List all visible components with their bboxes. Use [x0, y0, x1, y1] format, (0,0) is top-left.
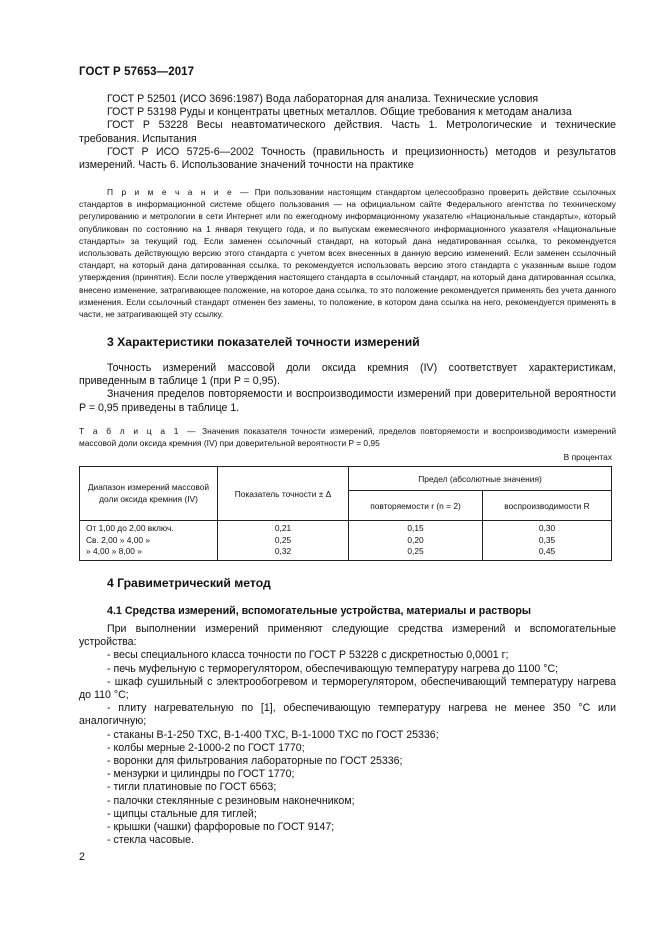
list-item: - мензурки и цилиндры по ГОСТ 1770; — [107, 768, 295, 781]
table-caption-text: Значения показателя точности измерений, пределов повторяемости и воспроизводимости измерений массовой доли оксида кремния (IV) при доверительной вероятности P = 0,95 — [79, 426, 617, 449]
note-block — [79, 186, 616, 320]
reference-item: ГОСТ Р 52501 (ИСО 3696:1987) Вода лабораторная для анализа. Технические условия — [107, 93, 539, 105]
list-item: - стекла часовые. — [107, 834, 194, 847]
section-3-title: 3 Характеристики показателей точности измерений — [107, 335, 420, 349]
range-cell: От 1,00 до 2,00 включ. Св. 2,00 » 4,00 » » 4,00 » 8,00 » — [80, 521, 218, 561]
normative-references-list — [79, 93, 616, 172]
list-item: - стаканы В-1-250 ТХС, В-1-400 ТХС, В-1-1000 ТХС по ГОСТ 25336; — [107, 728, 439, 741]
paragraph: Точность измерений массовой доли оксида кремния (IV) соответствует характеристикам, приведенным в таблице 1 (при P = 0,95). — [79, 362, 616, 388]
table-units: В процентах — [563, 452, 612, 462]
note-text: При пользовании настоящим стандартом целесообразно проверить действие ссылочных стандартов в информационной системе общего пользования — на официальном сайте Федерального агентства по техническому регулированию и метрологии в сети Интернет или по ежегодному информационному указателю «Национальные стандарты», который опубликован по состоянию на 1 января текущего года, и по выпускам ежемесячного информационного указателя «Национальные стандарты» за текущий год. Если заменен ссылочный стандарт, на который дана недатированная ссылка, то рекомендуется использовать действующую версию этого стандарта с учетом всех внесенных в данную версию изменений. Если заменен ссылочный стандарт, на который дана датированная ссылка, то рекомендуется использовать версию этого стандарта с указанным выше годом утверждения (принятия). Если после утверждения настоящего стандарта в ссылочный стандарт, на который дана датированная ссылка, внесено изменение, затрагивающее положение, на которое дана ссылка, то это положение рекомендуется применять без учета данного изменения. Если ссылочный стандарт отменен без замены, то положение, в котором дана ссылка на него, рекомендуется применять в части, не затрагивающей эту ссылку. — [79, 187, 616, 320]
header-range: Диапазон измерений массовой доли оксида кремния (IV) — [80, 467, 218, 521]
reproducibility-cell: 0,30 0,35 0,45 — [483, 521, 612, 561]
reference-item: ГОСТ Р ИСО 5725-6—2002 Точность (правильность и прецизионность) методов и результатов измерений. Часть 6. Использование значений точности на практике — [79, 145, 616, 172]
header-accuracy: Показатель точности ± Δ — [218, 467, 349, 521]
note-label: П р и м е ч а н и е — — [107, 187, 251, 197]
header-reproducibility: воспроизводимости R — [483, 491, 612, 521]
list-item: - воронки для фильтрования лабораторные по ГОСТ 25336; — [107, 755, 403, 768]
list-item: - колбы мерные 2-1000-2 по ГОСТ 1770; — [107, 741, 305, 754]
header-limit: Предел (абсолютные значения) — [349, 467, 612, 491]
table-caption — [79, 425, 616, 449]
accuracy-cell: 0,21 0,25 0,32 — [218, 521, 349, 561]
section-3-body — [79, 362, 616, 415]
document-header: ГОСТ Р 57653—2017 — [79, 66, 195, 78]
page-number: 2 — [79, 851, 85, 863]
list-item: - плиту нагревательную по [1], обеспечивающую температуру нагрева не менее 350 °С или аналогичную; — [79, 702, 616, 728]
paragraph: При выполнении измерений применяют следующие средства измерений и вспомогательные устройства: — [79, 623, 616, 649]
repeatability-cell: 0,15 0,20 0,25 — [349, 521, 483, 561]
list-item: - крышки (чашки) фарфоровые по ГОСТ 9147; — [107, 821, 335, 834]
list-item: - палочки стеклянные с резиновым наконечником; — [107, 794, 355, 807]
list-item: - печь муфельную с терморегулятором, обеспечивающую температуру нагрева до 1100 °С; — [107, 662, 559, 675]
list-item: - шкаф сушильный с электрообогревом и терморегулятором, обеспечивающий температуру нагрева до 110 °С; — [79, 675, 616, 702]
table-row — [80, 521, 612, 561]
list-item: - тигли платиновые по ГОСТ 6563; — [107, 781, 277, 794]
equipment-list — [79, 623, 616, 847]
table-label: Т а б л и ц а 1 — — [79, 426, 198, 436]
table-1 — [79, 466, 612, 561]
list-item: - щипцы стальные для тиглей; — [107, 807, 257, 820]
list-item: - весы специального класса точности по ГОСТ Р 53228 с дискретностью 0,0001 г; — [107, 649, 509, 662]
section-4-title: 4 Гравиметрический метод — [107, 576, 271, 590]
subsection-4-1-title: 4.1 Средства измерений, вспомогательные устройства, материалы и растворы — [107, 605, 532, 617]
reference-item: ГОСТ Р 53228 Весы неавтоматического действия. Часть 1. Метрологические и технические требования. Испытания — [79, 119, 616, 145]
reference-item: ГОСТ Р 53198 Руды и концентраты цветных металлов. Общие требования к методам анализа — [107, 106, 572, 119]
paragraph: Значения пределов повторяемости и воспроизводимости измерений при доверительной вероятности P = 0,95 приведены в таблице 1. — [79, 388, 616, 414]
header-repeatability: повторяемости r (n = 2) — [349, 491, 483, 521]
